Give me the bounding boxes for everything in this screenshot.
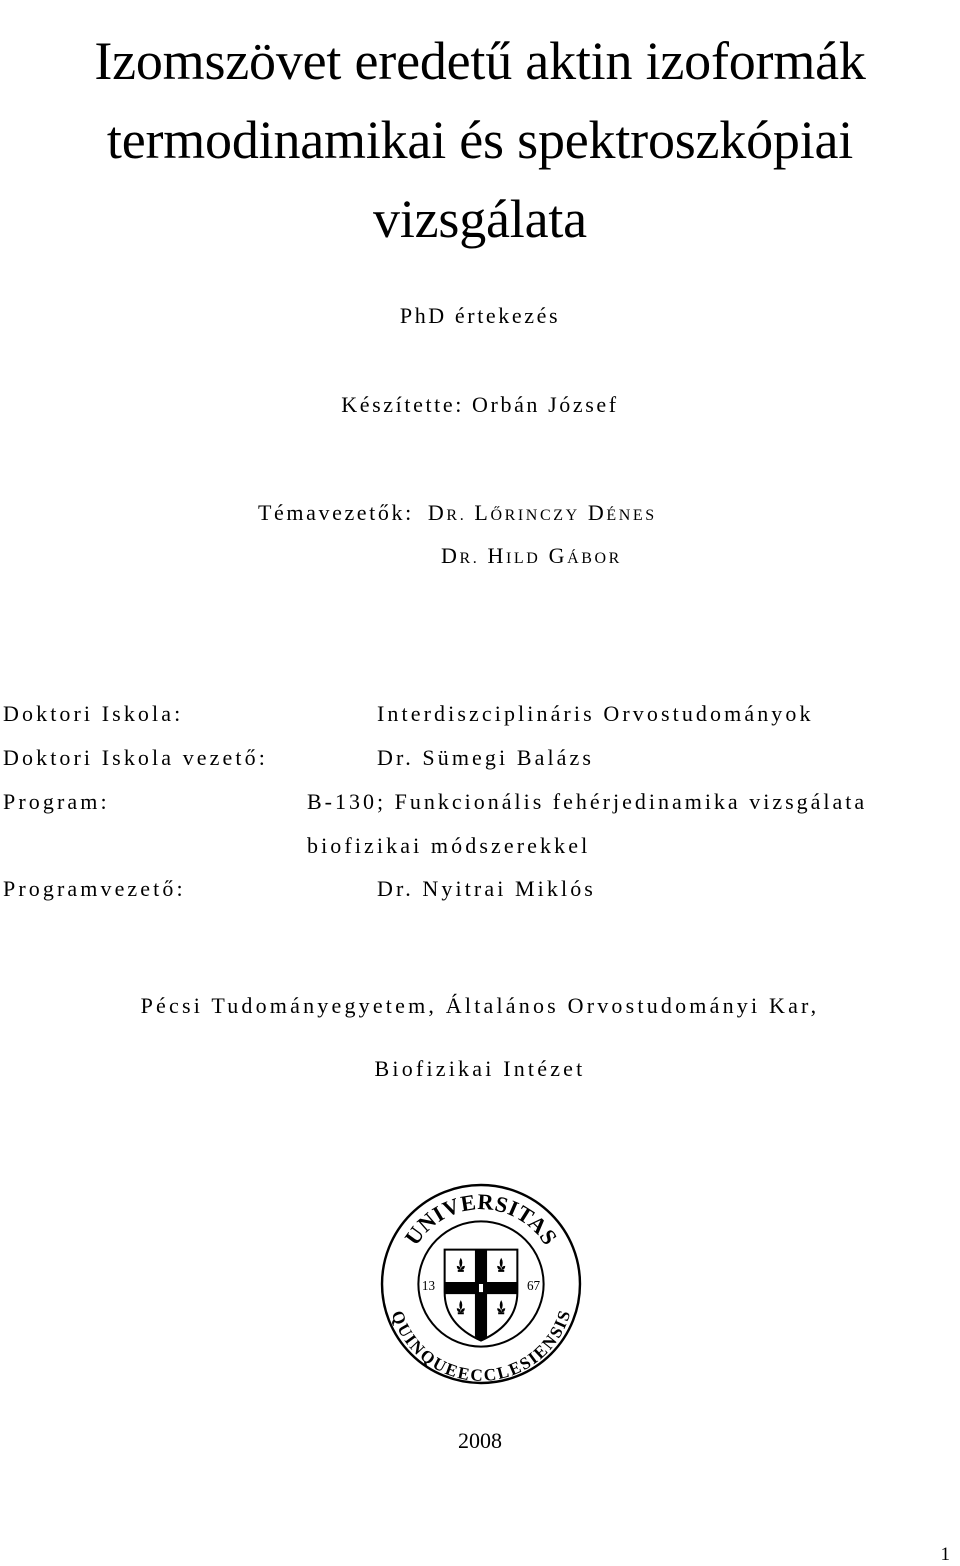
document-title	[0, 22, 960, 259]
title-line-3: vizsgálata	[373, 189, 587, 249]
institution-line-1: Pécsi Tudományegyetem, Általános Orvostudományi Kar,	[140, 993, 820, 1018]
program-value-line-2: biofizikai módszerekkel	[307, 833, 591, 858]
seal-year-right: 67	[526, 1278, 541, 1294]
supervisors-label: Témavezetők:	[258, 500, 414, 525]
program-value-line-1: B-130; Funkcionális fehérjedinamika vizsgálata	[307, 789, 868, 814]
program-label: Program:	[3, 789, 110, 814]
supervisor-2: DR. HILD GÁBOR	[441, 543, 622, 568]
seal-shield	[445, 1250, 518, 1341]
seal-top-text: UNIVERSITAS	[399, 1188, 563, 1250]
seal-year-left: 13	[421, 1278, 436, 1294]
author-line: Készítette: Orbán József	[341, 392, 619, 417]
supervisor-1: DR. LŐRINCZY DÉNES	[427, 500, 657, 525]
school-head-label: Doktori Iskola vezető:	[3, 745, 268, 770]
title-line-2: termodinamikai és spektroszkópiai	[106, 110, 854, 170]
university-seal	[380, 1183, 582, 1385]
publication-year: 2008	[458, 1428, 502, 1453]
page-number: 1	[940, 1544, 950, 1565]
school-head-value: Dr. Sümegi Balázs	[377, 745, 595, 770]
document-subtitle: PhD értekezés	[399, 303, 561, 328]
school-label: Doktori Iskola:	[3, 701, 184, 726]
program-leader-label: Programvezető:	[3, 876, 186, 901]
program-leader-value: Dr. Nyitrai Miklós	[377, 876, 596, 901]
supervisor-line-1	[258, 500, 657, 526]
seal-bottom-text: QUINQUEECCLESIENSIS	[387, 1308, 575, 1385]
school-value: Interdiszciplináris Orvostudományok	[377, 701, 814, 726]
title-line-1: Izomszövet eredetű aktin izoformák	[94, 31, 866, 91]
institution-line-2: Biofizikai Intézet	[374, 1056, 586, 1081]
